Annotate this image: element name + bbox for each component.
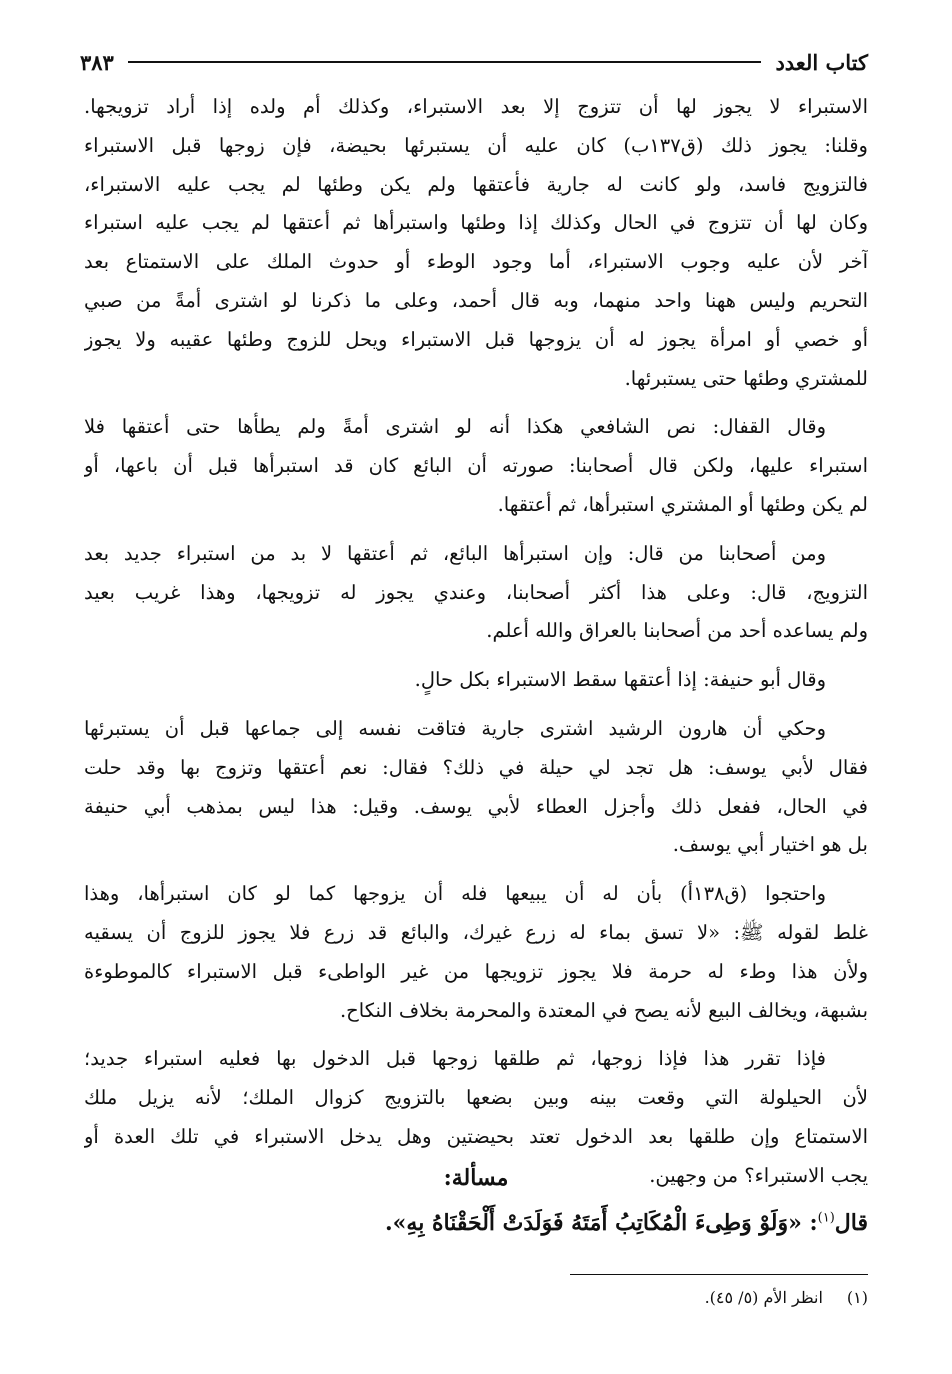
text-line: يجب الاستبراء؟ من وجهين. xyxy=(649,1163,868,1187)
text-line: وكان لها أن تتزوج في الحال وكذلك إذا وطئها واستبرأها ثم أعتقها لم يجب عليه استبراء xyxy=(84,211,868,235)
text-line: الاستبراء لا يجوز لها أن تتزوج إلا بعد الاستبراء، وكذلك أم ولده إذا أراد تزويجها. xyxy=(84,95,868,118)
text-line: فالتزويج فاسد، ولو كانت له جارية فأعتقها ولم يكن وطئها لم يجب عليه الاستبراء، xyxy=(84,172,868,196)
text-line: استبراء عليها، ولكن قال أصحابنا: صورته أن البائع كان قد استبرأها قبل أن باعها، أو xyxy=(84,454,868,478)
page-number: ٣٨٣ xyxy=(80,49,114,75)
paragraph-gap xyxy=(84,398,868,408)
header-rule xyxy=(128,61,762,63)
issue-heading: مسألة: xyxy=(443,1165,509,1191)
text-line: في الحال، ففعل ذلك وأجزل العطاء لأبي يوسف. وقيل: هذا ليس بمذهب أبي حنيفة xyxy=(84,794,868,818)
text-line: فقال لأبي يوسف: هل تجد لي حيلة في ذلك؟ فقال: نعم أعتقها وتزوج بها وقد حلت xyxy=(84,755,868,779)
issue-said: قال xyxy=(834,1210,868,1236)
main-text xyxy=(84,88,868,1196)
footnote-number: (١) xyxy=(846,1288,868,1307)
paragraph xyxy=(84,661,868,700)
text-line: بل هو اختيار أبي يوسف. xyxy=(672,833,868,857)
book-title: كتاب العدد xyxy=(775,49,868,75)
paragraph-gap xyxy=(84,525,868,535)
text-line: واحتجوا (ق١٣٨أ) بأن له أن يبيعها فله أن يزوجها كما لو كان استبرأها، وهذا xyxy=(84,882,826,906)
running-header xyxy=(80,42,868,82)
text-line: التحريم وليس ههنا واحد منهما، وبه قال أحمد، وعلى ما ذكرنا لو اشترى أمةً من صبي xyxy=(84,288,868,312)
text-line: للمشتري وطئها حتى يستبرئها. xyxy=(624,366,868,390)
text-line: فإذا تقرر هذا فإذا زوجها، ثم طلقها زوجها قبل الدخول بها فعليه استبراء جديد؛ xyxy=(84,1047,826,1071)
text-line: التزويج، قال: وعلى هذا أكثر أصحابنا، وعندي يجوز له تزويجها، وهذا غريب بعيد xyxy=(84,580,868,604)
text-line: لأن الحيلولة التي وقعت بينه وبين بضعها بالتزويج كزوال الملك؛ لأنه يزيل ملك xyxy=(84,1086,868,1110)
text-line: وقال أبو حنيفة: إذا أعتقها سقط الاستبراء بكل حالٍ. xyxy=(414,668,826,692)
text-line: وقلنا: يجوز ذلك (ق١٣٧ب) كان عليه أن يستبرئها بحيضة، فإن زوجها قبل الاستبراء xyxy=(84,133,868,157)
paragraph xyxy=(84,710,868,865)
text-line: لم يكن وطئها أو المشتري استبرأها، ثم أعتقها. xyxy=(497,492,868,516)
issue-quote-text: : «وَلَوْ وَطِىءَ الْمُكَاتِبُ أَمَتَهُ فَوَلَدَتْ أَلْحَقْنَاهُ بِهِ». xyxy=(385,1210,818,1236)
footnote-rule xyxy=(570,1274,868,1275)
text-line: ولأن هذا وطء له حرمة فلا يجوز تزويجها من غير الواطىء قبل الاستبراء كالموطوءة xyxy=(84,959,868,983)
footnote-ref: (١) xyxy=(817,1210,835,1226)
footnote-text: انظر الأم (٥/ ٤٥). xyxy=(704,1288,823,1307)
paragraph xyxy=(84,875,868,1030)
paragraph xyxy=(84,408,868,524)
paragraph xyxy=(84,535,868,651)
paragraph-gap xyxy=(84,700,868,710)
text-line: غلط لقوله ﷺ: «لا تسق بماء له زرع غيرك، والبائع قد زرع فلا يجوز للزوج أن يسقيه xyxy=(84,920,868,944)
text-line: بشبهة، ويخالف البيع لأنه يصح في المعتدة والمحرمة بخلاف النكاح. xyxy=(339,998,868,1022)
text-line: آخر لأن عليه وجوب الاستبراء، أما وجود الوطء أو حدوث الملك على الاستمتاع بعد xyxy=(84,250,868,274)
text-line: ولم يساعده أحد من أصحابنا بالعراق والله أعلم. xyxy=(486,619,868,643)
text-line: أو خصي أو امرأة يجوز له أن يزوجها قبل الاستبراء ويحل للزوج وطئها عقيبه ولا يجوز xyxy=(84,327,868,351)
text-line: وحكي أن هارون الرشيد اشترى جارية فتاقت نفسه إلى جماعها قبل أن يستبرئها xyxy=(84,716,826,740)
paragraph xyxy=(84,88,868,398)
text-line: الاستمتاع وإن طلقها بعد الدخول تعتد بحيضتين وهل يدخل الاستبراء في تلك العدة أو xyxy=(84,1124,868,1148)
text-line: وقال القفال: نص الشافعي هكذا أنه لو اشترى أمةً ولم يطأها حتى أعتقها فلا xyxy=(84,415,826,439)
paragraph-gap xyxy=(84,1030,868,1040)
text-line: ومن أصحابنا من قال: وإن استبرأها البائع، ثم أعتقها لا بد من استبراء جديد بعد xyxy=(84,541,826,565)
issue-quote xyxy=(84,1210,868,1236)
paragraph-gap xyxy=(84,651,868,661)
footnote xyxy=(84,1288,868,1307)
paragraph-gap xyxy=(84,865,868,875)
